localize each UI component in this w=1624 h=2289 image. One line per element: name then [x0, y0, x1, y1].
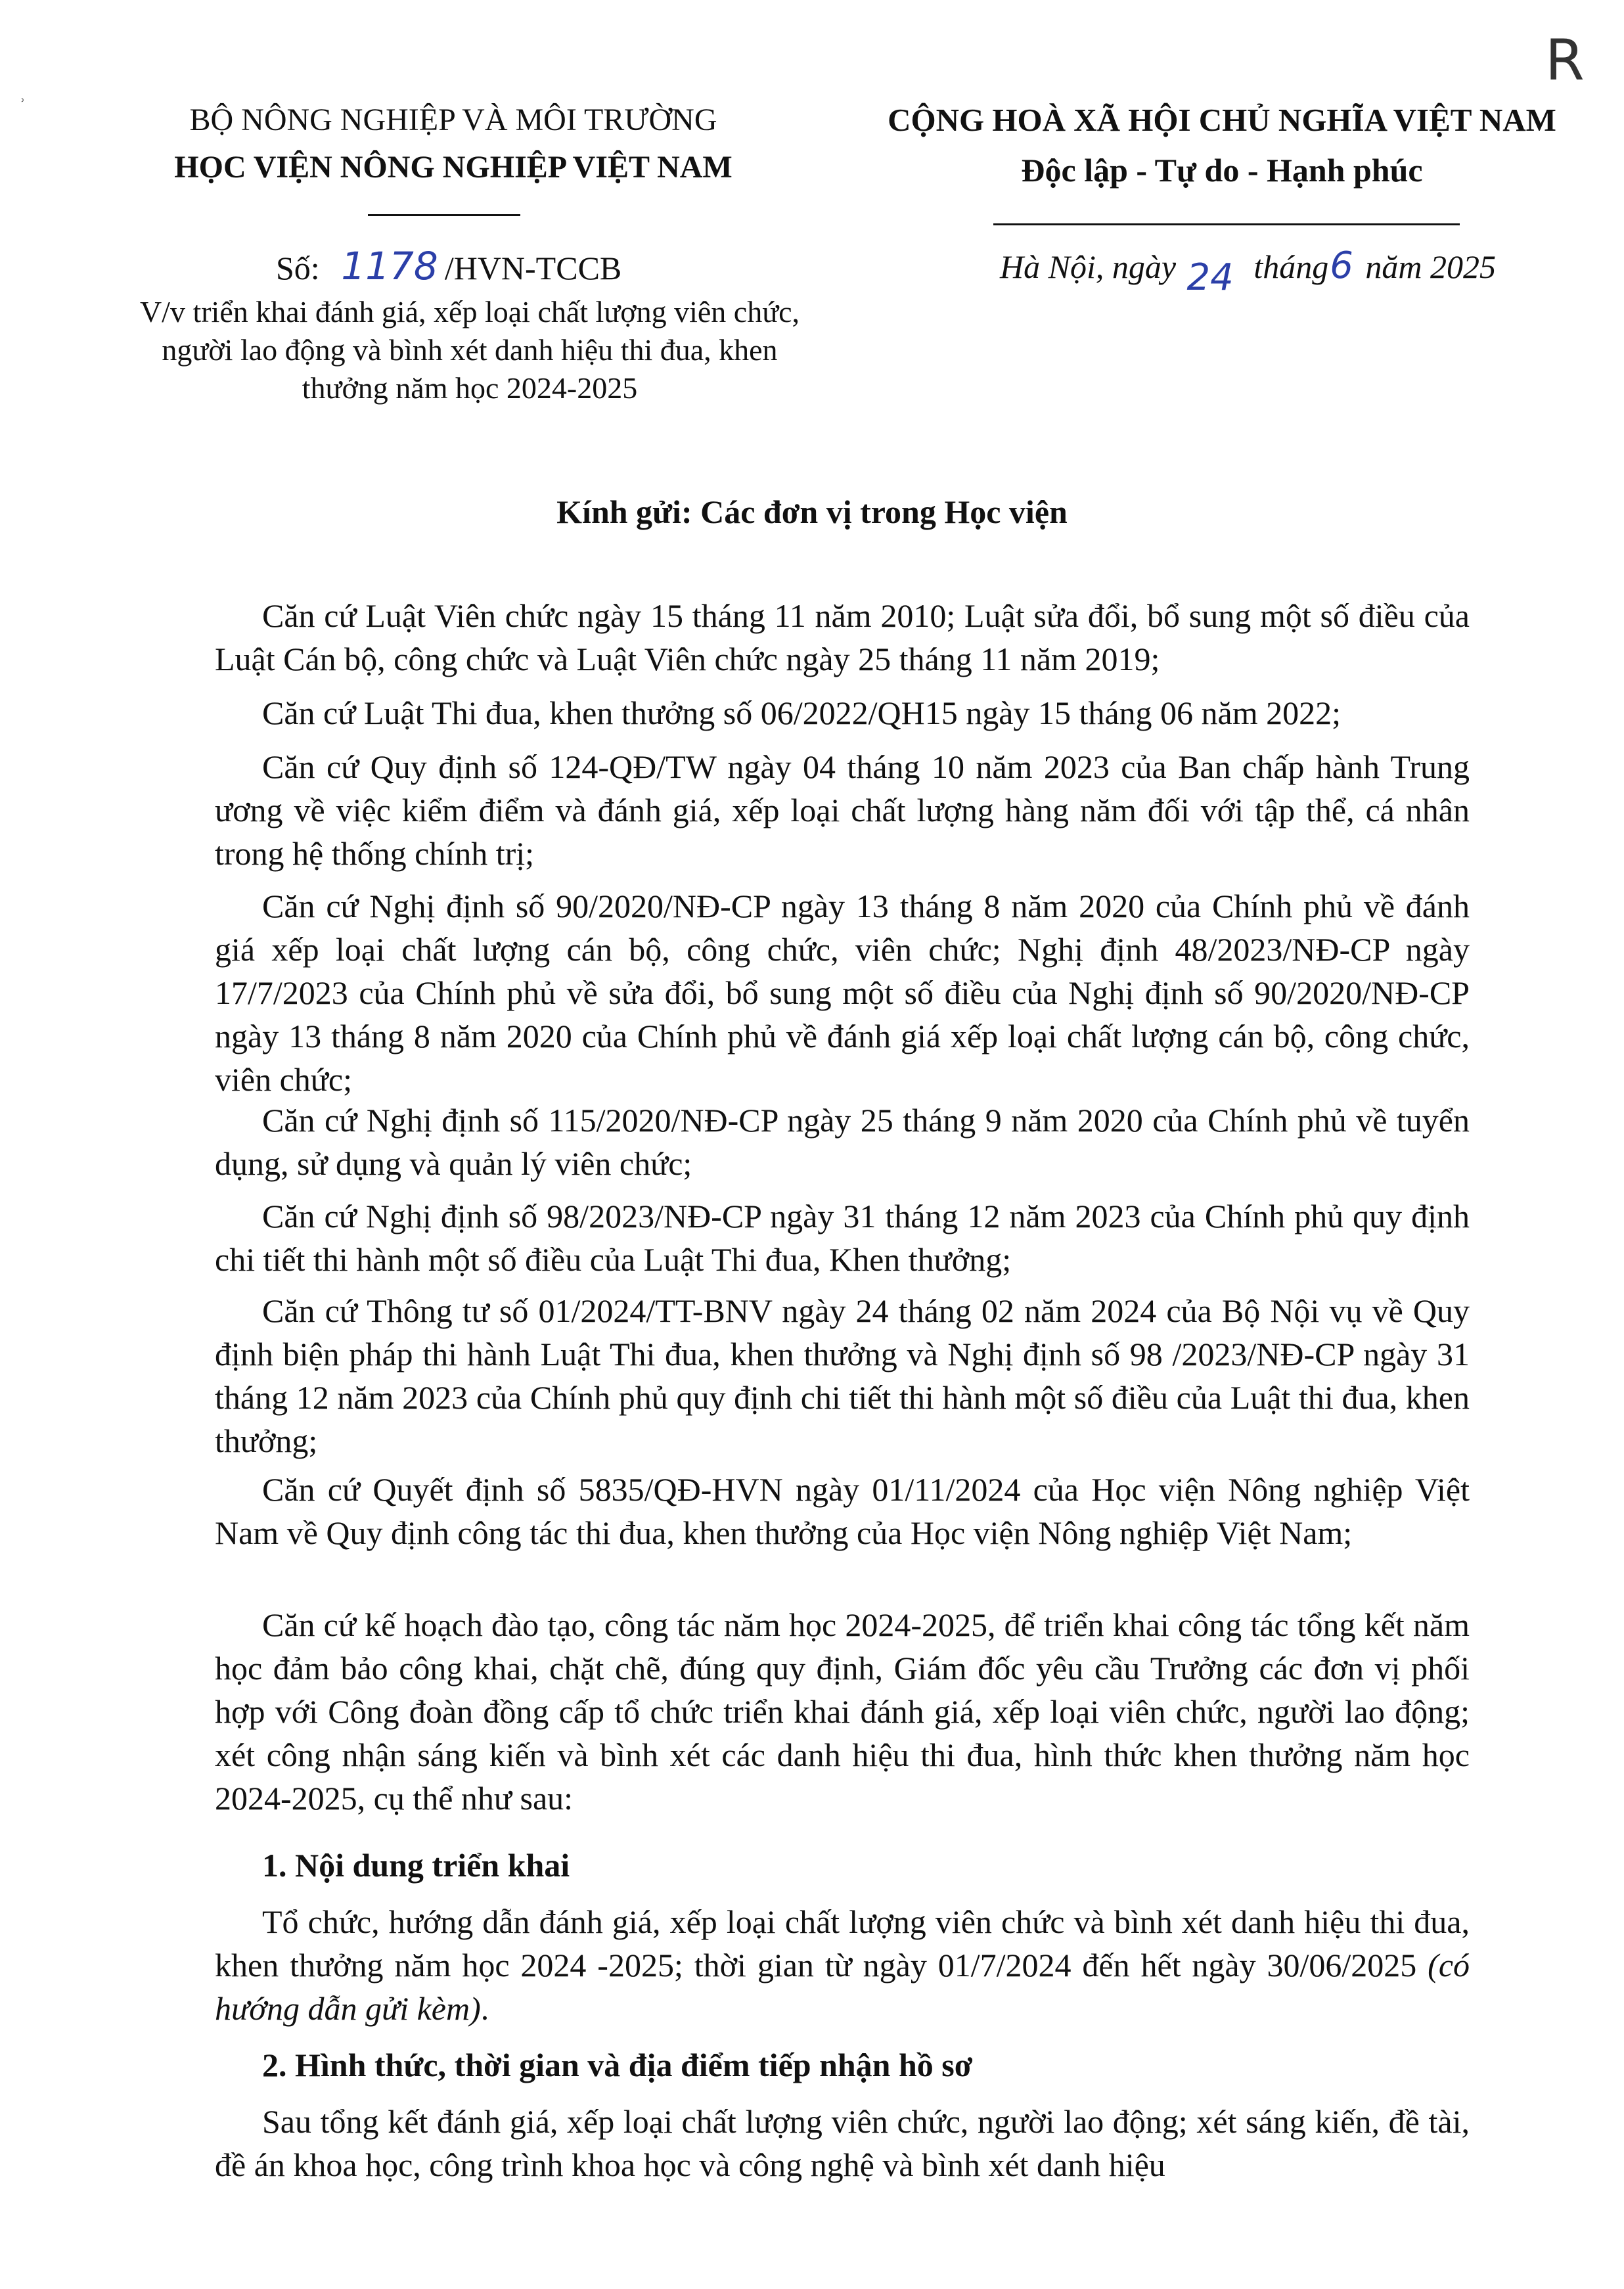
date-place: Hà Nội, ngày [1000, 248, 1177, 285]
section-1-heading: 1. Nội dung triển khai [262, 1847, 570, 1884]
basis-paragraph-6: Căn cứ Nghị định số 98/2023/NĐ-CP ngày 31 tháng 12 năm 2023 của Chính phủ quy định chi tiết thi hành một số điều của Luật Thi đua, Khen thưởng; [215, 1198, 1470, 1278]
basis-paragraph-1: Căn cứ Luật Viên chức ngày 15 tháng 11 năm 2010; Luật sửa đổi, bổ sung một số điều của Luật Cán bộ, công chức và Luật Viên chức ngày 25 tháng 11 năm 2019; [215, 597, 1470, 677]
basis-paragraph-7: Căn cứ Thông tư số 01/2024/TT-BNV ngày 24 tháng 02 năm 2024 của Bộ Nội vụ về Quy định biện pháp thi hành Luật Thi đua, khen thưởng và Nghị định số 98 /2023/NĐ-CP ngày 31 tháng 12 năm 2023 của Chính phủ quy định chi tiết thi hành một số điều của Luật thi đua, khen thưởng; [215, 1292, 1470, 1459]
document-date [1000, 244, 1496, 299]
handwritten-month: 6 [1330, 244, 1353, 287]
handwritten-day: 24 [1186, 256, 1234, 299]
document-code: /HVN-TCCB [444, 250, 622, 286]
academy-name: HỌC VIỆN NÔNG NGHIỆP VIỆT NAM [174, 150, 733, 185]
section-1-text: Tổ chức, hướng dẫn đánh giá, xếp loại chất lượng viên chức và bình xét danh hiệu thi đua, khen thưởng năm học 2024 -2025; thời gian từ ngày 01/7/2024 đến hết ngày 30/06/2025 [215, 1903, 1470, 1983]
left-header-rule [368, 214, 520, 216]
national-motto: Độc lập - Tự do - Hạnh phúc [1021, 152, 1423, 189]
document-number [276, 244, 621, 290]
document-subject: V/v triển khai đánh giá, xếp loại chất lượng viên chức, người lao động và bình xét danh hiệu thi đua, khen thưởng năm học 2024-2025 [139, 295, 800, 405]
basis-paragraph-9: Căn cứ kế hoạch đào tạo, công tác năm học 2024-2025, để triển khai công tác tổng kết năm học đảm bảo công khai, chặt chẽ, đúng quy định, Giám đốc yêu cầu Trưởng các đơn vị phối hợp với Công đoàn đồng cấp tổ chức triển khai đánh giá, xếp loại viên chức, người lao động; xét công nhận sáng kiến và bình xét các danh hiệu thi đua, hình thức khen thưởng năm học 2024-2025, cụ thể như sau: [215, 1606, 1470, 1817]
so-label: Số: [276, 250, 320, 286]
basis-paragraph-3: Căn cứ Quy định số 124-QĐ/TW ngày 04 tháng 10 năm 2023 của Ban chấp hành Trung ương về việc kiểm điểm và đánh giá, xếp loại chất lượng hàng năm đối với tập thể, cá nhân trong hệ thống chính trị; [215, 748, 1470, 872]
date-year: năm 2025 [1365, 248, 1496, 285]
ministry-name: BỘ NÔNG NGHIỆP VÀ MÔI TRƯỜNG [189, 102, 717, 137]
right-header-rule [993, 223, 1460, 225]
section-1-body [215, 1900, 1470, 2030]
section-2-body: Sau tổng kết đánh giá, xếp loại chất lượng viên chức, người lao động; xét sáng kiến, đề tài, đề án khoa học, công trình khoa học và công nghệ và bình xét danh hiệu [215, 2103, 1470, 2183]
basis-paragraph-2: Căn cứ Luật Thi đua, khen thưởng số 06/2022/QH15 ngày 15 tháng 06 năm 2022; [262, 694, 1342, 731]
basis-paragraph-4: Căn cứ Nghị định số 90/2020/NĐ-CP ngày 13 tháng 8 năm 2020 của Chính phủ về đánh giá xếp loại chất lượng cán bộ, công chức, viên chức; Nghị định 48/2023/NĐ-CP ngày 17/7/2023 của Chính phủ về sửa đổi, bổ sung một số điều của Nghị định số 90/2020/NĐ-CP ngày 13 tháng 8 năm 2020 của Chính phủ về đánh giá xếp loại chất lượng cán bộ, công chức, viên chức; [215, 888, 1470, 1098]
month-label: tháng [1253, 248, 1329, 285]
section-1-end: . [480, 1990, 489, 2027]
section-2-heading: 2. Hình thức, thời gian và địa điểm tiếp nhận hồ sơ [262, 2047, 973, 2083]
basis-paragraph-5: Căn cứ Nghị định số 115/2020/NĐ-CP ngày 25 tháng 9 năm 2020 của Chính phủ về tuyển dụng, sử dụng và quản lý viên chức; [215, 1102, 1470, 1182]
handwritten-number: 1178 [341, 244, 438, 288]
section-1-note: (có hướng dẫn gửi kèm) [215, 1947, 1470, 2027]
salutation: Kính gửi: Các đơn vị trong Học viện [556, 493, 1068, 530]
scan-speck: ⸒ [20, 81, 26, 102]
corner-annotation: R [1545, 28, 1585, 93]
basis-paragraph-8: Căn cứ Quyết định số 5835/QĐ-HVN ngày 01/11/2024 của Học viện Nông nghiệp Việt Nam về Quy định công tác thi đua, khen thưởng của Học viện Nông nghiệp Việt Nam; [215, 1471, 1470, 1551]
country-name: CỘNG HOÀ XÃ HỘI CHỦ NGHĨA VIỆT NAM [888, 102, 1556, 138]
